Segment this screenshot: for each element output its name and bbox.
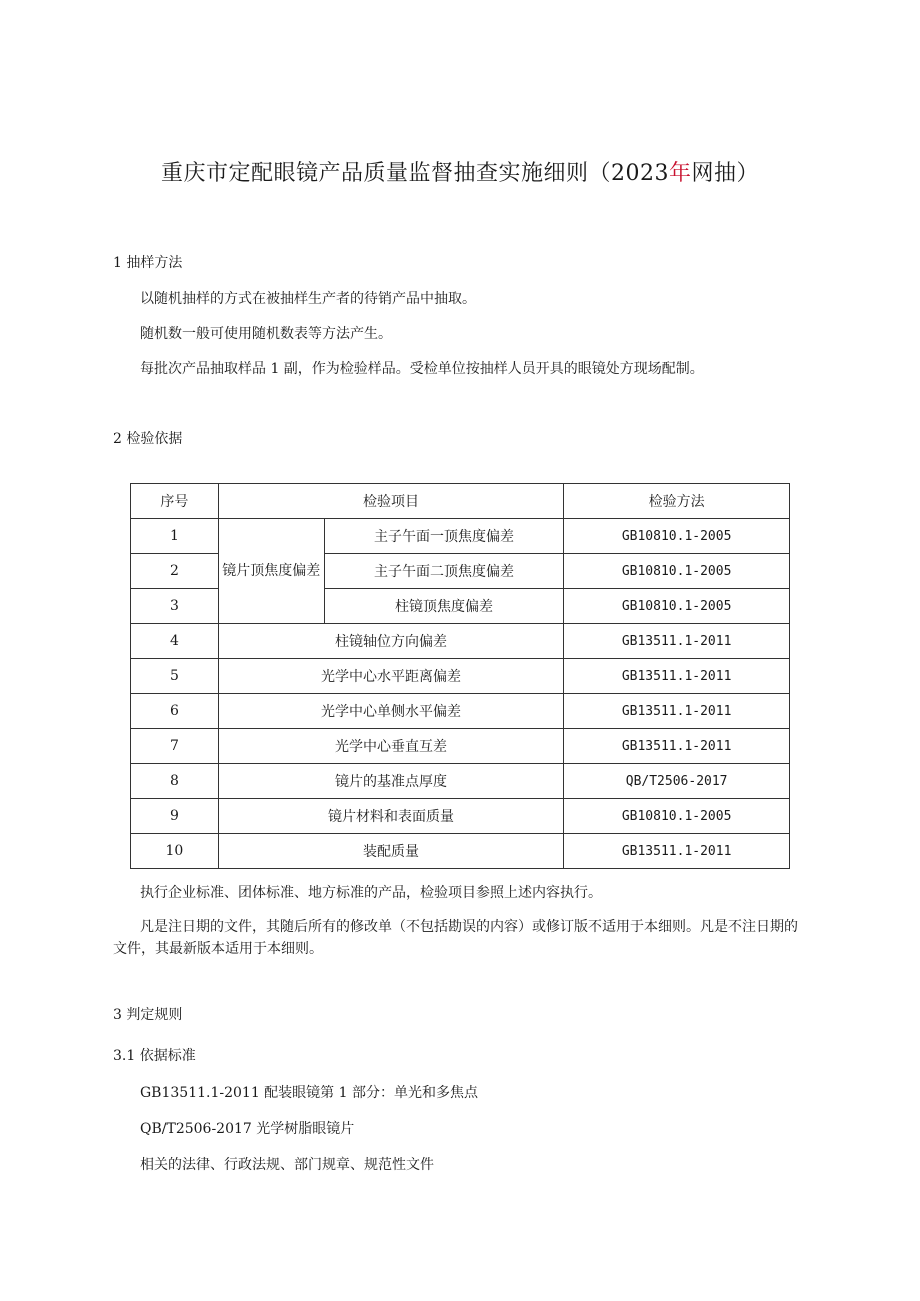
inspection-table bbox=[130, 483, 790, 869]
row-item: 主子午面一顶焦度偏差 bbox=[324, 519, 564, 554]
row-item: 主子午面二顶焦度偏差 bbox=[324, 554, 564, 589]
section2-heading: 2 检验依据 bbox=[113, 431, 183, 447]
section1-paragraph-3: 每批次产品抽取样品 1 副，作为检验样品。受检单位按抽样人员开具的眼镜处方现场配制。 bbox=[140, 361, 704, 377]
section2-note-2: 凡是注日期的文件，其随后所有的修改单（不包括勘误的内容）或修订版不适用于本细则。凡是不注日期的文件，其最新版本适用于本细则。 bbox=[113, 919, 798, 957]
row-no: 7 bbox=[131, 729, 219, 764]
row-method: GB13511.1-2011 bbox=[564, 694, 790, 729]
section1-paragraph-1: 以随机抽样的方式在被抽样生产者的待销产品中抽取。 bbox=[140, 291, 476, 307]
row-method: QB/T2506-2017 bbox=[564, 764, 790, 799]
table-row bbox=[131, 659, 790, 694]
row-item: 镜片材料和表面质量 bbox=[218, 799, 563, 834]
section3-heading: 3 判定规则 bbox=[113, 1007, 183, 1023]
row-no: 1 bbox=[131, 519, 219, 554]
title-part2: 网抽） bbox=[691, 161, 760, 186]
standard-1: GB13511.1-2011 配装眼镜第 1 部分：单光和多焦点 bbox=[140, 1085, 478, 1101]
row-method: GB10810.1-2005 bbox=[564, 554, 790, 589]
row-no: 9 bbox=[131, 799, 219, 834]
header-item: 检验项目 bbox=[218, 484, 563, 519]
table-row bbox=[131, 694, 790, 729]
table-header-row bbox=[131, 484, 790, 519]
table-row bbox=[131, 799, 790, 834]
row-method: GB13511.1-2011 bbox=[564, 659, 790, 694]
header-no: 序号 bbox=[131, 484, 219, 519]
title-part1: 重庆市定配眼镜产品质量监督抽查实施细则（2023 bbox=[160, 161, 669, 186]
group-label: 镜片顶焦度偏差 bbox=[218, 519, 324, 624]
section1-heading: 1 抽样方法 bbox=[113, 255, 183, 271]
row-method: GB13511.1-2011 bbox=[564, 729, 790, 764]
standard-2: QB/T2506-2017 光学树脂眼镜片 bbox=[140, 1121, 355, 1137]
section3-subheading: 3.1 依据标准 bbox=[113, 1048, 196, 1064]
row-method: GB10810.1-2005 bbox=[564, 589, 790, 624]
row-item: 光学中心水平距离偏差 bbox=[218, 659, 563, 694]
row-item: 柱镜顶焦度偏差 bbox=[324, 589, 564, 624]
row-method: GB13511.1-2011 bbox=[564, 624, 790, 659]
table-row bbox=[131, 624, 790, 659]
section2-note-1: 执行企业标准、团体标准、地方标准的产品，检验项目参照上述内容执行。 bbox=[140, 885, 602, 901]
table-row bbox=[131, 729, 790, 764]
row-item: 光学中心单侧水平偏差 bbox=[218, 694, 563, 729]
row-no: 6 bbox=[131, 694, 219, 729]
row-no: 4 bbox=[131, 624, 219, 659]
page-title bbox=[0, 156, 920, 187]
title-year-char: 年 bbox=[668, 161, 692, 186]
section1-paragraph-2: 随机数一般可使用随机数表等方法产生。 bbox=[140, 326, 392, 342]
row-item: 镜片的基准点厚度 bbox=[218, 764, 563, 799]
header-method: 检验方法 bbox=[564, 484, 790, 519]
row-no: 5 bbox=[131, 659, 219, 694]
table-row bbox=[131, 519, 790, 554]
row-no: 2 bbox=[131, 554, 219, 589]
row-method: GB10810.1-2005 bbox=[564, 799, 790, 834]
row-item: 装配质量 bbox=[218, 834, 563, 869]
table-row bbox=[131, 834, 790, 869]
row-no: 3 bbox=[131, 589, 219, 624]
row-item: 光学中心垂直互差 bbox=[218, 729, 563, 764]
row-item: 柱镜轴位方向偏差 bbox=[218, 624, 563, 659]
table-row bbox=[131, 764, 790, 799]
standard-3: 相关的法律、行政法规、部门规章、规范性文件 bbox=[140, 1157, 434, 1173]
row-no: 8 bbox=[131, 764, 219, 799]
row-method: GB10810.1-2005 bbox=[564, 519, 790, 554]
row-method: GB13511.1-2011 bbox=[564, 834, 790, 869]
row-no: 10 bbox=[131, 834, 219, 869]
